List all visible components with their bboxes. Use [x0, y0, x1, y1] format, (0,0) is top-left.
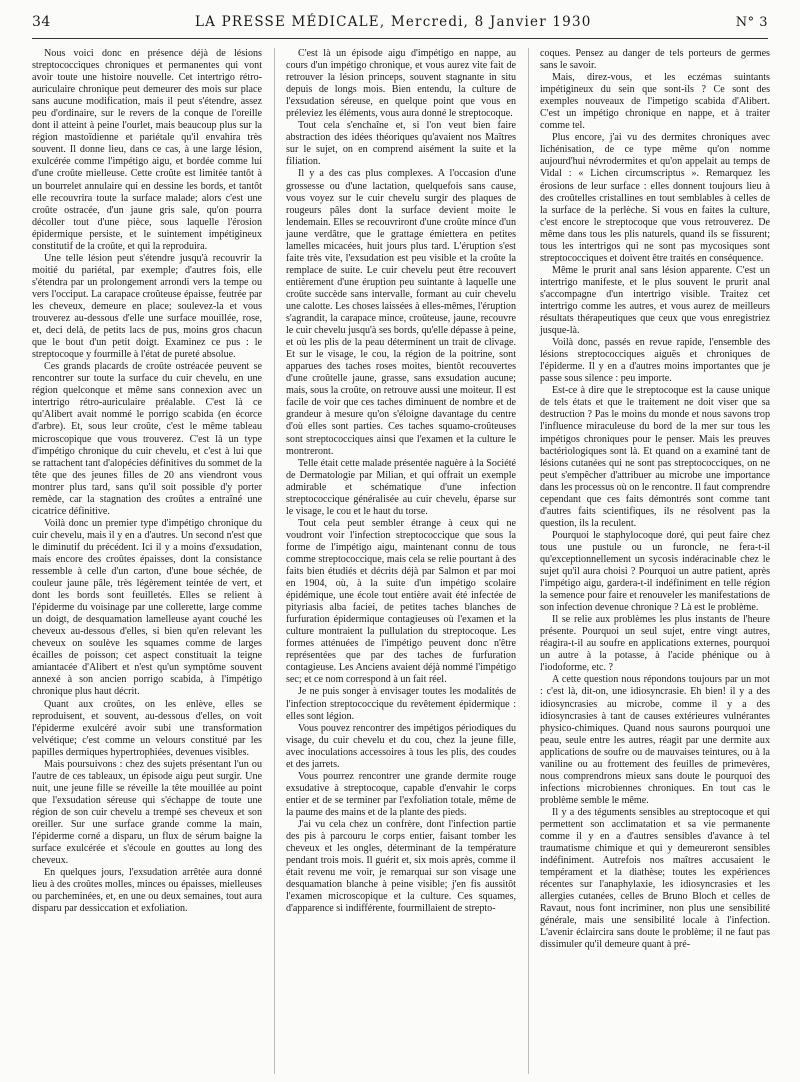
page-number: 34 — [32, 14, 51, 30]
paragraph: Vous pourrez rencontrer une grande dermite rouge exsudative à streptocoque, capable d'envahir le corps entier et de se terminer par l'exfoliation totale, même de la paume des mains et de la plante des pieds. — [286, 770, 516, 818]
column-1 — [32, 48, 262, 1074]
paragraph: Est-ce à dire que le streptocoque est la cause unique de tels états et que le traitement ne doit viser que sa destruction ? Pas le moins du monde et nous savons trop l'influence miraculeuse du bord de la mer sur tous les impétigos chroniques pour le penser. Mais les preuves bactériologiques sont là. Et quand on a examiné tant de lésions cutanées qui ne sont pas streptococciques, on ne peut s'empêcher d'attribuer au microbe une importance dans les processus où on le rencontre. Il faut comprendre cependant que ces faits démontrés sont comme tant d'autres faits scientifiques, ils ne résolvent pas la question, ils la reculent. — [540, 385, 770, 529]
paragraph: Même le prurit anal sans lésion apparente. C'est un intertrigo manifeste, et le plus souvent le prurit anal s'accompagne d'un intertrigo visible. Traitez cet intertrigo comme les autres, et vous aurez de meilleurs résultats thérapeutiques que ceux que vous enregistriez jusque-là. — [540, 264, 770, 337]
paragraph: J'ai vu cela chez un confrère, dont l'infection partie des pis à parcouru le corps entier, faisant tomber les cheveux et les ongles, déterminant de la température pendant trois mois. Il guérit et, six mois après, comme il était revenu me voir, je remarquai sur son visage une desquamation blanche à peine visible; j'en fis aussitôt l'examen microscopique et la culture. Ces squames, d'apparence si indifférente, fourmillaient de strepto- — [286, 819, 516, 915]
paragraph: A cette question nous répondons toujours par un mot : c'est là, dit-on, une idiosyncrasie. Eh bien! il y a des idiosyncrasies au microbe, comme il y a des idiosyncrasies à tant de causes extérieures vulnérantes physico-chimiques. Quand nous saurons pourquoi une peau, seule entre les autres, réagit par une dermite aux applications de soufre ou de mauvaises teintures, ou à la vaniline ou au frottement des feuilles de primevères, nous comprendrons mieux sans doute le pourquoi des infections microbiennes chroniques. En tout cas le problème semble le même. — [540, 674, 770, 806]
paragraph: Nous voici donc en présence déjà de lésions streptococciques chroniques et permanentes qui vont avoir toute une histoire nouvelle. Cet intertrigo rétro-auriculaire chronique peut demeurer des mois sur place sans aucune modification, mais il peut s'étendre, assez peu d'ordinaire, sur le revers de la conque de l'oreille dont il atteint à peine l'ourlet, mais beaucoup plus sur la région mastoïdienne et pariétale qu'il envahira très souvent. Il donne lieu, dans ce cas, à une large lésion, exulcérée comme l'impétigo aigu, et bordée comme lui d'une croûte mielleuse. Cette croûte est limitée tantôt à un bourrelet annulaire qui en dessine les bords, et tantôt elle recouvrira toute la surface malade; alors c'est une croûte ostracée, d'un jaune gris sale, qu'on pourra décoller tout d'une pièce, sous laquelle l'érosion épidermique persiste, et le suintement impétigineux constitutif de la croûte, et qui la reproduira. — [32, 48, 262, 252]
page-header — [32, 14, 768, 36]
paragraph: Je ne puis songer à envisager toutes les modalités de l'infection streptococcique du revêtement épidermique : elles sont légion. — [286, 686, 516, 722]
header-rule — [32, 38, 768, 39]
paragraph: Voilà donc un premier type d'impétigo chronique du cuir chevelu, mais il y en a d'autres. Un second n'est que le diminutif du précédent. Ici il y a moins d'exsudation, mais encore des croûtes épaisses, dont la consistance ressemble à celle d'un carton, d'une boue séchée, de couleur jaune pâle, très légèrement teintée de vert, et dont les bords sont feuilletés. Elles se relient à l'épiderme du voisinage par une collerette, large comme un doigt, de desquamation lamelleuse ayant couché les cheveux au-dessous d'elles, si bien qu'en relevant les cheveux on soulève les squames comme de larges écailles de poisson; cet aspect constituait la teigne amiantacée d'Alibert et n'est qu'un symptôme souvent annexé à son ancien porrigo scabida, à l'impétigo chronique plus haut décrit. — [32, 517, 262, 698]
paragraph: Quant aux croûtes, on les enlève, elles se reproduisent, et souvent, au-dessous d'elles, on voit l'épiderme exulcéré avoir subi une transformation velvétique; c'est comme un velours constitué par les papilles dermiques hypertrophiées, devenues visibles. — [32, 698, 262, 758]
issue-number: N° 3 — [735, 15, 768, 30]
paragraph: Tout cela peut sembler étrange à ceux qui ne voudront voir l'infection streptococcique que sous la forme de l'impétigo aigu, maintenant connu de tous comme streptococcique, mais cela se relie pourtant à des faits bien étudiés et décrits déjà par Salmon et par moi en 1904, où, à la suite d'un impétigo scolaire épidémique, une école tout entière avait été infectée de pityriasis alba faciei, de petites taches blanches de furfuration épidermique contagieuses où l'examen et la culture montraient la pullulation du streptocoque. Les formes atténuées de l'impétigo peuvent donc n'être représentées que par des taches de furfuration contagieuse. Les Anciens avaient déjà nommé l'impétigo sec; et ce nom correspond à un fait réel. — [286, 517, 516, 686]
paragraph: Vous pouvez rencontrer des impétigos périodiques du visage, du cuir chevelu et du cou, chez la jeune fille, avec inoculations accessoires à tous les plis, des coudes et des jarrets. — [286, 722, 516, 770]
paragraph: Telle était cette malade présentée naguère à la Société de Dermatologie par Milian, et qui offrait un exemple admirable et schématique d'une infection streptococcique généralisée au cuir chevelu, éparse sur le visage, le cou et le haut du torse. — [286, 457, 516, 517]
paragraph: coques. Pensez au danger de tels porteurs de germes sans le savoir. — [540, 48, 770, 72]
paragraph: Tout cela s'enchaîne et, si l'on veut bien faire abstraction des idées théoriques qu'avaient nos Maîtres sur le sujet, on en comprend aisément la suite et la filiation. — [286, 120, 516, 168]
column-2 — [274, 48, 516, 1074]
paragraph: C'est là un épisode aigu d'impétigo en nappe, au cours d'un impétigo chronique, et vous aurez vite fait de retrouver la lésion princeps, souvent stagnante in situ depuis de longs mois. Bien entendu, la culture de l'exsudation séreuse, en quelque point que vous en préleviez les éléments, vous aura donné le streptocoque. — [286, 48, 516, 120]
paragraph: Plus encore, j'ai vu des dermites chroniques avec lichénisation, de ce type même qu'on nomme aujourd'hui névrodermites et qu'on appelait au temps de Vidal : « Lichen circumscriptus ». Remarquez les érosions de leur surface : elles donnent toujours lieu à des croûtelles cristallines en tout semblables à celles de la surface de la perlèche. Si vous en faites la culture, c'est encore le streptocoque que vous retrouverez. De même dans tous les plis naturels, quand ils se fissurent; tous les intertrigos qui ne sont pas mycosiques sont streptococciques et doivent être traités en conséquence. — [540, 132, 770, 264]
paragraph: Voilà donc, passés en revue rapide, l'ensemble des lésions streptococciques aiguës et chroniques de l'épiderme. Il y en a d'autres moins importantes que je passe sous silence : peu importe. — [540, 337, 770, 385]
paragraph: Mais poursuivons : chez des sujets présentant l'un ou l'autre de ces tableaux, un épisode aigu peut surgir. Une nuit, une jeune fille se réveille la tête mouillée au point que l'exsudation séreuse qui s'échappe de toute une région de son cuir chevelu a trempé ses cheveux et son oreiller. Sur une surface grande comme la main, l'épiderme corné a disparu, un flux de sérum baigne la surface exulcérée et s'écoule en gouttes au long des cheveux. — [32, 758, 262, 867]
paragraph: Il y a des téguments sensibles au streptocoque et qui permettent son acclimatation et sa vie permanente comme il y en a d'autres sensibles d'avance à tel traumatisme chimique et qui y demeureront sensibles indéfiniment. Autrefois nos maîtres accusaient le tempérament et la diathèse; toutes les expériences récentes sur l'anaphylaxie, les idiosyncrasies et les allergies cutanées, celles de Bruno Bloch et celles de Ravaut, nous font incriminer, non plus une sensibilité générale, mais une sensibilité locale à l'infection. L'avenir éclaircira sans doute le problème; il ne faut pas dissimuler qu'il demeure quant à pré- — [540, 806, 770, 951]
column-3 — [528, 48, 770, 1074]
paragraph: Une telle lésion peut s'étendre jusqu'à recouvrir la moitié du pariétal, par exemple; d'autres fois, elle s'étendra par un prolongement arrondi vers la tempe ou vers l'occiput. La carapace croûteuse épaisse, feutrée par les cheveux, demeure en place; soulevez-la et vous trouverez au-dessous d'elle une surface mouillée, rose, et, deci delà, de petits lacs de pus, moins gros chacun que le bout d'un petit doigt. Examinez ce pus : le streptocoque y fourmille à l'état de pureté absolue. — [32, 252, 262, 361]
article-columns — [32, 48, 770, 1074]
paragraph: Pourquoi le staphylocoque doré, qui peut faire chez tous une pustule ou un furoncle, ne fera-t-il qu'exceptionnellement un sycosis indéracinable chez le sujet qu'il aura choisi ? Pourquoi un autre patient, après l'impétigo aigu, gardera-t-il indéfiniment en telle région la semence pour faire et renouveler les manifestations de son infection devenue chronique ? Là est le problème. — [540, 529, 770, 614]
journal-date-title: LA PRESSE MÉDICALE, Mercredi, 8 Janvier 1930 — [195, 14, 592, 30]
paragraph: En quelques jours, l'exsudation arrêtée aura donné lieu à des croûtes molles, minces ou épaisses, mielleuses ou parcheminées, et, en une ou deux semaines, tout aura disparu par dessiccation et exfoliation. — [32, 867, 262, 915]
paragraph: Il y a des cas plus complexes. A l'occasion d'une grossesse ou d'une lactation, quelquefois sans cause, vous voyez sur le cuir chevelu surgir des plaques de rougeurs pâles dont la surface devient moite le lendemain. Elles se recouvriront d'une croûte mince d'un jaune verdâtre, que le grattage émiettera en petites lamelles micacées, huit jours plus tard. L'éruption s'est faite très vite, l'exsudation est peu visible et la croûte la remplace de suite. Le cuir chevelu peut être recouvert entièrement d'une éruption peu suintante à laquelle une croûte succède sans intervalle, formant au cuir chevelu une calotte. Les choses laissées à elles-mêmes, l'éruption s'agrandit, la carapace mince, croûteuse, jaune, recouvre le cuir chevelu jusqu'à ses bords, qu'elle dépasse à peine, et où les plis de la peau déterminent un trait de clivage. Et sur le visage, le cou, la région de la poitrine, sont apparues des taches roses moites, bientôt recouvertes d'une croûtelle jaune, grasse, sans exsudation aucune; mais, sous la croûte, on retrouve aussi une moiteur. Il est facile de voir que ces taches diminuent de nombre et de grandeur à mesure qu'on s'éloigne davantage du centre d'où elles sont parties. Ces taches squamo-croûteuses sont streptococciques ainsi que l'examen et la culture le montreront. — [286, 168, 516, 457]
paragraph: Mais, direz-vous, et les eczémas suintants impétigineux du sein que sont-ils ? Ce sont des exemples nouveaux de l'impetigo scabida d'Alibert. C'est un impétigo chronique en nappe, et à traiter comme tel. — [540, 72, 770, 132]
paragraph: Ces grands placards de croûte ostréacée peuvent se rencontrer sur toute la surface du cuir chevelu, en une région quelconque et même sans connexion avec un intertrigo rétro-auriculaire préalable. C'est là ce qu'Alibert avait nommé le porrigo scabida (en écorce d'arbre). Et, sous leur croûte, c'est le même tableau microscopique que vous trouverez. C'est là un type d'impétigo chronique du cuir chevelu, et c'est à lui que se rattachent tant d'alopécies définitives du sommet de la tête que des jeunes filles de 20 ans viendront vous montrer plus tard, sans qu'il soit possible d'y porter remède, car la stagnation des croûtes a entraîné une cicatrice définitive. — [32, 361, 262, 517]
paragraph: Il se relie aux problèmes les plus instants de l'heure présente. Pourquoi un seul sujet, entre vingt autres, réagira-t-il au soufre en applications externes, pourquoi un autre à la potasse, à l'acide phénique ou à l'iodoforme, etc. ? — [540, 614, 770, 674]
